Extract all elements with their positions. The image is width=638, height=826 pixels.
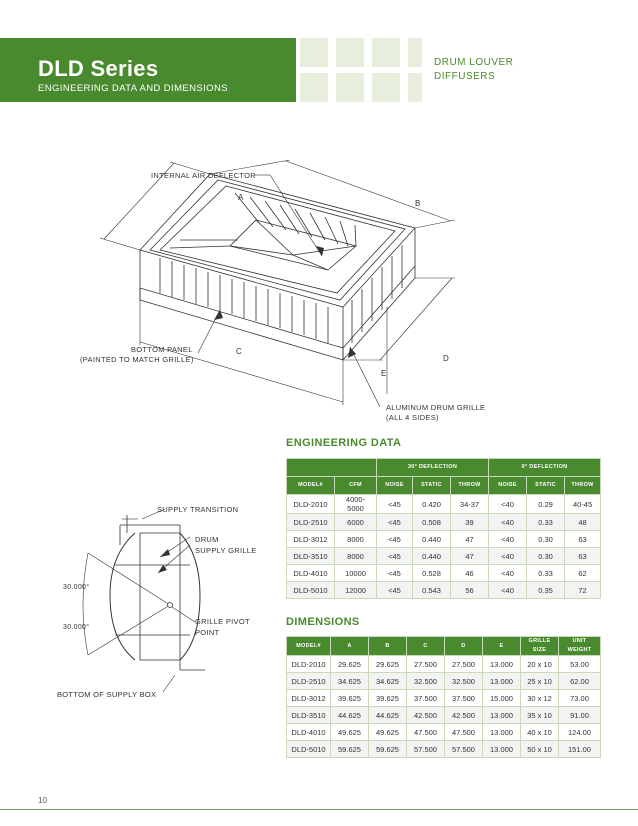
dim-cell: 37.500 <box>445 690 483 707</box>
dim-e-label: E <box>381 369 387 378</box>
eng-header-7: THROW <box>565 477 601 495</box>
table-row <box>287 565 601 582</box>
label-drum: DRUM <box>195 535 219 544</box>
dim-cell: 44.625 <box>331 707 369 724</box>
engineering-data-table <box>286 458 601 599</box>
dim-cell: 32.500 <box>445 673 483 690</box>
eng-cell: <40 <box>489 565 527 582</box>
eng-cell: DLD-5010 <box>287 582 335 599</box>
eng-header-0: MODEL# <box>287 477 335 495</box>
table-row <box>287 548 601 565</box>
dim-cell: 29.625 <box>369 656 407 673</box>
eng-cell: 0.440 <box>413 548 451 565</box>
eng-cell: <45 <box>377 565 413 582</box>
dim-cell: 57.500 <box>407 741 445 758</box>
eng-cell: <40 <box>489 531 527 548</box>
dim-cell: 35 x 10 <box>521 707 559 724</box>
eng-cell: 56 <box>451 582 489 599</box>
section-diagram <box>60 495 220 695</box>
dim-cell: 29.625 <box>331 656 369 673</box>
label-aluminum-drum-grille: ALUMINUM DRUM GRILLE <box>386 403 486 412</box>
decor-tile <box>372 73 400 102</box>
dim-cell: 32.500 <box>407 673 445 690</box>
decor-tile <box>408 73 422 102</box>
eng-cell: 47 <box>451 548 489 565</box>
dim-cell: DLD-2010 <box>287 656 331 673</box>
table-row <box>287 673 601 690</box>
dim-cell: 27.500 <box>407 656 445 673</box>
eng-cell: 72 <box>565 582 601 599</box>
dim-cell: 62.00 <box>559 673 601 690</box>
dim-a-label: A <box>238 193 244 202</box>
dimensions-title: DIMENSIONS <box>286 616 360 628</box>
dim-header-6: GRILLE SIZE <box>521 637 559 656</box>
decor-tile <box>408 38 422 67</box>
eng-cell: 0.440 <box>413 531 451 548</box>
dim-cell: 151.00 <box>559 741 601 758</box>
eng-cell: 0.543 <box>413 582 451 599</box>
dim-cell: 30 x 12 <box>521 690 559 707</box>
eng-cell: 39 <box>451 514 489 531</box>
eng-cell: <40 <box>489 548 527 565</box>
group-0-deflection: 0° DEFLECTION <box>489 459 601 477</box>
table-row <box>287 495 601 514</box>
dim-cell: 13.000 <box>483 673 521 690</box>
dim-cell: 49.625 <box>369 724 407 741</box>
dim-cell: 13.000 <box>483 707 521 724</box>
eng-cell: 8000 <box>335 531 377 548</box>
dim-cell: 40 x 10 <box>521 724 559 741</box>
label-drum-supply-grille: SUPPLY GRILLE <box>195 546 257 555</box>
eng-cell: 0.528 <box>413 565 451 582</box>
group-30-deflection: 30° DEFLECTION <box>377 459 489 477</box>
engineering-data-title: ENGINEERING DATA <box>286 437 402 449</box>
eng-cell: 8000 <box>335 548 377 565</box>
eng-cell: 0.33 <box>527 565 565 582</box>
dim-header-7: UNIT WEIGHT <box>559 637 601 656</box>
decor-tile <box>300 73 328 102</box>
eng-cell: 40-45 <box>565 495 601 514</box>
dim-cell: 59.625 <box>369 741 407 758</box>
eng-cell: <45 <box>377 582 413 599</box>
label-bottom-supply-box: BOTTOM OF SUPPLY BOX <box>57 690 157 699</box>
eng-cell: <45 <box>377 548 413 565</box>
dim-cell: 124.00 <box>559 724 601 741</box>
label-grille-pivot: GRILLE PIVOT <box>195 617 250 626</box>
eng-cell: DLD-2510 <box>287 514 335 531</box>
label-aluminum-drum-grille-note: (ALL 4 SIDES) <box>386 413 439 422</box>
dim-b-label: B <box>415 199 421 208</box>
eng-cell: <45 <box>377 531 413 548</box>
dim-d-label: D <box>443 354 449 363</box>
dim-cell: 73.00 <box>559 690 601 707</box>
dim-cell: DLD-3510 <box>287 707 331 724</box>
decor-tile <box>300 38 328 67</box>
dim-cell: 91.00 <box>559 707 601 724</box>
eng-cell: 10000 <box>335 565 377 582</box>
dim-cell: 13.000 <box>483 741 521 758</box>
dim-cell: 53.00 <box>559 656 601 673</box>
dim-cell: 37.500 <box>407 690 445 707</box>
eng-header-4: THROW <box>451 477 489 495</box>
dim-cell: 47.500 <box>407 724 445 741</box>
page-subtitle: ENGINEERING DATA AND DIMENSIONS <box>38 83 228 94</box>
dim-cell: 49.625 <box>331 724 369 741</box>
eng-cell: 0.33 <box>527 514 565 531</box>
dim-cell: 13.000 <box>483 724 521 741</box>
dim-header-2: B <box>369 637 407 656</box>
table-row <box>287 582 601 599</box>
eng-cell: <45 <box>377 514 413 531</box>
dim-cell: 42.500 <box>407 707 445 724</box>
eng-header-6: STATIC <box>527 477 565 495</box>
eng-header-3: STATIC <box>413 477 451 495</box>
eng-cell: 0.30 <box>527 531 565 548</box>
eng-cell: 0.508 <box>413 514 451 531</box>
eng-header-2: NOISE <box>377 477 413 495</box>
eng-cell: 0.30 <box>527 548 565 565</box>
dim-cell: DLD-2510 <box>287 673 331 690</box>
dim-cell: 44.625 <box>369 707 407 724</box>
dim-cell: 25 x 10 <box>521 673 559 690</box>
dim-cell: 39.625 <box>369 690 407 707</box>
table-row <box>287 531 601 548</box>
table-row <box>287 707 601 724</box>
eng-cell: <40 <box>489 514 527 531</box>
eng-cell: DLD-4010 <box>287 565 335 582</box>
page-title: DLD Series <box>38 56 159 81</box>
dim-cell: 50 x 10 <box>521 741 559 758</box>
dim-cell: 27.500 <box>445 656 483 673</box>
eng-cell: <40 <box>489 495 527 514</box>
dim-header-0: MODEL# <box>287 637 331 656</box>
eng-cell: 4000- 5000 <box>335 495 377 514</box>
eng-header-1: CFM <box>335 477 377 495</box>
label-bottom-panel: BOTTOM PANEL <box>131 345 193 354</box>
angle-upper-label: 30.000° <box>63 584 90 591</box>
eng-cell: <40 <box>489 582 527 599</box>
dim-cell: 39.625 <box>331 690 369 707</box>
dim-cell: 20 x 10 <box>521 656 559 673</box>
footer-rule <box>0 809 638 810</box>
decor-tile <box>336 73 364 102</box>
eng-header-5: NOISE <box>489 477 527 495</box>
dim-cell: 47.500 <box>445 724 483 741</box>
dim-cell: 34.625 <box>331 673 369 690</box>
eng-cell: 0.29 <box>527 495 565 514</box>
dim-cell: 57.500 <box>445 741 483 758</box>
eng-cell: 48 <box>565 514 601 531</box>
page-number: 10 <box>38 796 47 805</box>
label-bottom-panel-note: (PAINTED TO MATCH GRILLE) <box>80 355 194 364</box>
eng-cell: <45 <box>377 495 413 514</box>
dim-cell: 42.500 <box>445 707 483 724</box>
eng-cell: 63 <box>565 548 601 565</box>
dim-cell: 59.625 <box>331 741 369 758</box>
eng-cell: 46 <box>451 565 489 582</box>
dim-header-5: E <box>483 637 521 656</box>
eng-cell: 62 <box>565 565 601 582</box>
dimensions-table <box>286 636 601 758</box>
table-row <box>287 656 601 673</box>
dim-cell: 34.625 <box>369 673 407 690</box>
dim-cell: 15.000 <box>483 690 521 707</box>
dim-cell: DLD-4010 <box>287 724 331 741</box>
eng-cell: 6000 <box>335 514 377 531</box>
dim-header-4: D <box>445 637 483 656</box>
eng-cell: 63 <box>565 531 601 548</box>
decor-tile <box>336 38 364 67</box>
label-supply-transition: SUPPLY TRANSITION <box>157 505 239 514</box>
dim-c-label: C <box>236 347 242 356</box>
eng-cell: 0.420 <box>413 495 451 514</box>
decor-tile <box>372 38 400 67</box>
eng-cell: DLD-3012 <box>287 531 335 548</box>
label-pivot-point: POINT <box>195 628 220 637</box>
table-row <box>287 514 601 531</box>
dim-cell: DLD-3012 <box>287 690 331 707</box>
product-category: DRUM LOUVER DIFFUSERS <box>434 57 514 82</box>
table-row <box>287 724 601 741</box>
dim-header-1: A <box>331 637 369 656</box>
eng-cell: DLD-2010 <box>287 495 335 514</box>
eng-cell: 0.35 <box>527 582 565 599</box>
table-row <box>287 690 601 707</box>
label-internal-air-deflector: INTERNAL AIR DEFLECTOR <box>151 171 256 180</box>
eng-cell: 12000 <box>335 582 377 599</box>
angle-lower-label: 30.000° <box>63 624 90 631</box>
eng-cell: 47 <box>451 531 489 548</box>
eng-cell: 34-37 <box>451 495 489 514</box>
table-row <box>287 741 601 758</box>
dim-cell: DLD-5010 <box>287 741 331 758</box>
dim-cell: 13.000 <box>483 656 521 673</box>
dim-header-3: C <box>407 637 445 656</box>
eng-cell: DLD-3510 <box>287 548 335 565</box>
